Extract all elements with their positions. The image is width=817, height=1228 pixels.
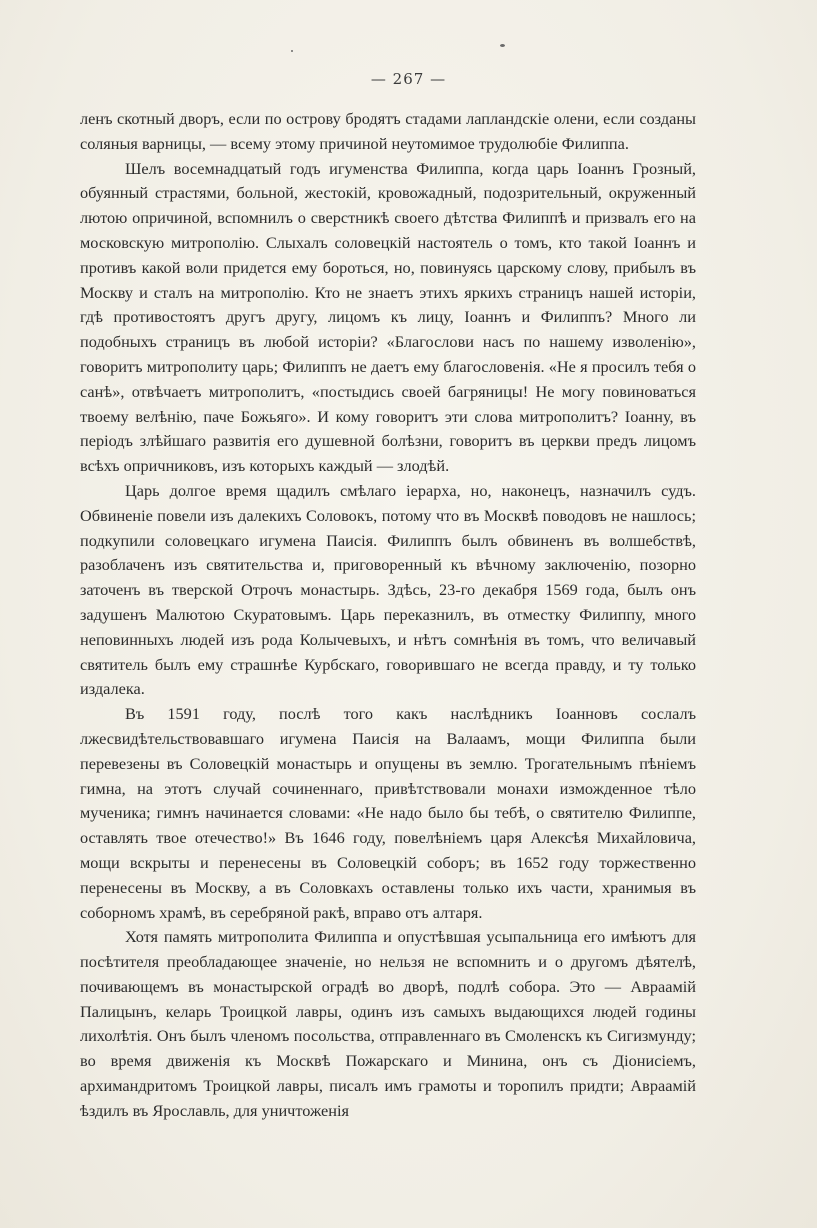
page-number: — 267 —: [370, 70, 447, 88]
paragraph-continuation: ленъ скотный дворъ, если по острову бродятъ стадами лапландскіе олени, если созданы соляныя варницы, — всему этому причиной неутомимое трудолюбіе Филиппа.: [80, 109, 696, 153]
paragraph: Хотя память митрополита Филиппа и опустѣвшая усыпальница его имѣютъ для посѣтителя преобладающее значеніе, но нельзя не вспомнить и о другомъ дѣятелѣ, почивающемъ въ монастырской оградѣ во дворѣ, подлѣ собора. Это — Авраамій Палицынъ, келарь Троицкой лавры, одинъ изъ самыхъ выдающихся людей годины лихолѣтія. Онъ былъ членомъ посольства, отправленнаго въ Смоленскъ къ Сигизмунду; во время движенія къ Москвѣ Пожарскаго и Минина, онъ съ Діонисіемъ, архимандритомъ Троицкой лавры, писалъ имъ грамоты и торопилъ придти; Авраамій ѣздилъ въ Ярославль, для уничтоженія: [80, 927, 696, 1120]
paper-speck: [500, 44, 505, 47]
paragraph: Шелъ восемнадцатый годъ игуменства Филиппа, когда царь Іоаннъ Грозный, обуянный страстями, больной, жестокій, кровожадный, подозрительный, окруженный лютою опричиной, вспомнилъ о сверстникѣ своего дѣтства Филиппѣ и призвалъ его на московскую митрополію. Слыхалъ соловецкій настоятель о томъ, кто такой Іоаннъ и противъ какой воли придется ему бороться, но, повинуясь царскому слову, прибылъ въ Москву и сталъ на митрополію. Кто не знаетъ этихъ яркихъ страницъ нашей исторіи, гдѣ противостоятъ другъ другу, лицомъ къ лицу, Іоаннъ и Филиппъ? Много ли подобныхъ страницъ въ любой исторіи? «Благослови насъ по нашему изволенію», говоритъ митрополиту царь; Филиппъ не даетъ ему благословенія. «Не я просилъ тебя о санѣ», отвѣчаетъ митрополитъ, «постыдись своей багряницы! Не могу повиноваться твоему велѣнію, паче Божьяго». И кому говоритъ эти слова митрополитъ? Іоанну, въ періодъ злѣйшаго развитія его душевной болѣзни, говоритъ въ церкви предъ лицомъ всѣхъ опричниковъ, изъ которыхъ каждый — злодѣй.: [80, 158, 696, 476]
paper-speck: [291, 50, 293, 52]
body-text: [80, 107, 696, 1124]
paragraph: Царь долгое время щадилъ смѣлаго іерарха, но, наконецъ, назначилъ судъ. Обвиненіе повели изъ далекихъ Соловокъ, потому что въ Москвѣ поводовъ не нашлось; подкупили соловецкаго игумена Паисія. Филиппъ былъ обвиненъ въ волшебствѣ, разоблаченъ изъ святительства и, приговоренный къ вѣчному заключенію, позорно заточенъ въ тверской Отрочъ монастырь. Здѣсь, 23-го декабря 1569 года, былъ онъ задушенъ Малютою Скуратовымъ. Царь переказнилъ, въ отместку Филиппу, много неповинныхъ людей изъ рода Колычевыхъ, и нѣтъ сомнѣнія въ томъ, что величавый святитель былъ ему страшнѣе Курбскаго, говорившаго не всегда правду, и ту только издалека.: [80, 480, 696, 699]
paragraph: Въ 1591 году, послѣ того какъ наслѣдникъ Іоанновъ сослалъ лжесвидѣтельствовавшаго игумена Паисія на Валаамъ, мощи Филиппа были перевезены въ Соловецкій монастырь и опущены въ землю. Трогательнымъ пѣніемъ гимна, на этотъ случай сочиненнаго, привѣтствовали монахи изможденное тѣло мученика; гимнъ начинается словами: «Не надо было бы тебѣ, о святителю Филиппе, оставлять твое отечество!» Въ 1646 году, повелѣніемъ царя Алексѣя Михайловича, мощи вскрыты и перенесены въ Соловецкій соборъ; въ 1652 году торжественно перенесены въ Москву, а въ Соловкахъ оставлены только ихъ части, хранимыя въ соборномъ храмѣ, въ серебряной ракѣ, вправо отъ алтаря.: [80, 704, 696, 922]
